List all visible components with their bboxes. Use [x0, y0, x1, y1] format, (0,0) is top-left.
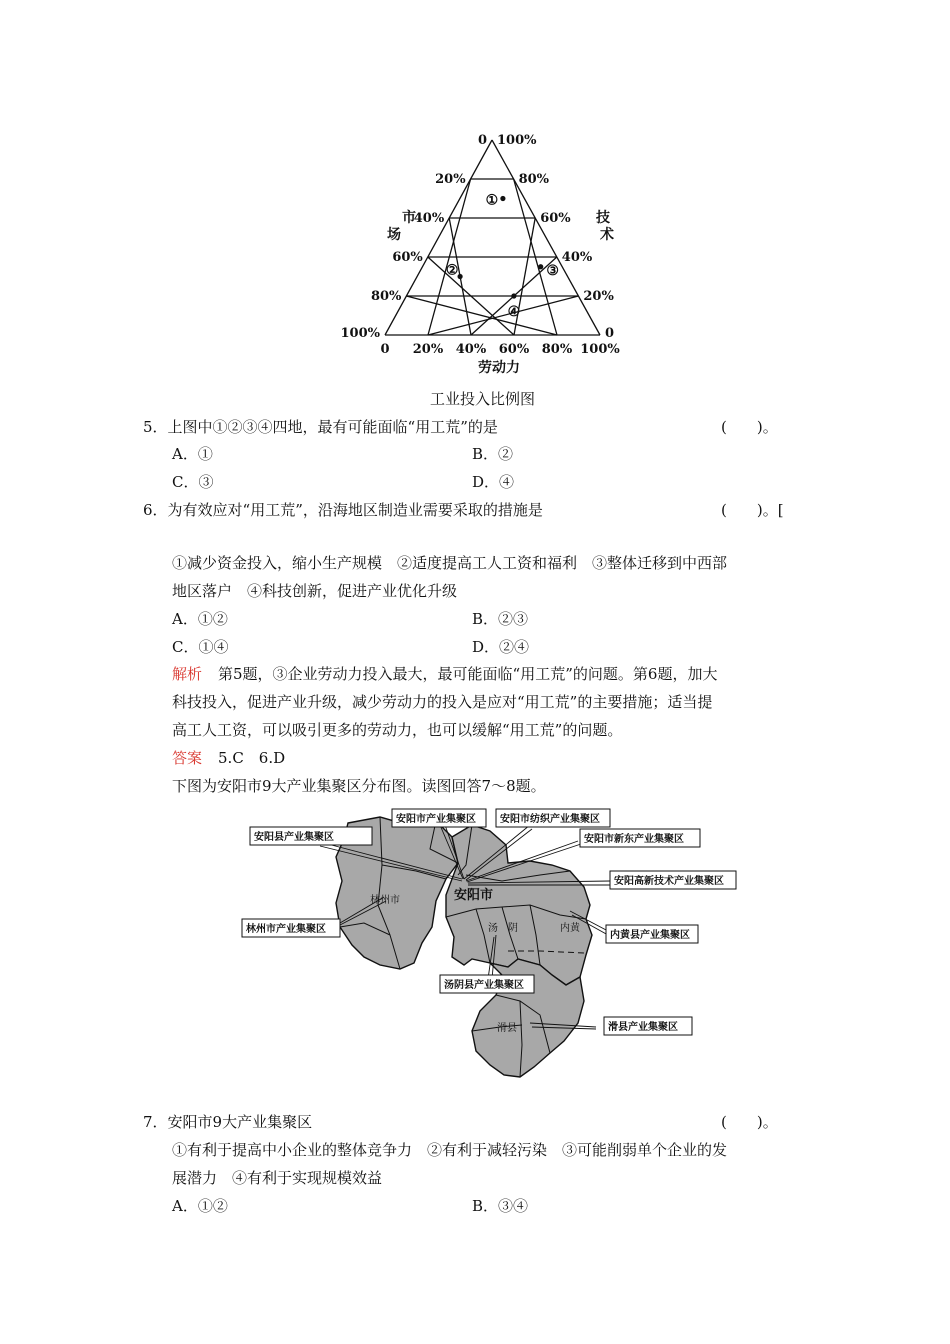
q7-option-a: A．①②	[172, 1197, 228, 1215]
point-3-dot	[538, 264, 543, 269]
analysis-text-1: 第5题，③企业劳动力投入最大，最可能面临“用工荒”的问题。第6题，加大	[218, 665, 718, 683]
q6-option-a: A．①②	[172, 610, 228, 628]
triangle-edge-left	[385, 140, 492, 335]
label-huaxian-zone: 滑县产业集聚区	[608, 1022, 678, 1033]
tick-label-tech: 60%	[540, 211, 571, 226]
q6-option-b: B．②③	[472, 610, 529, 628]
label-textile-zone: 安阳市纺织产业集聚区	[500, 814, 600, 825]
point-4-dot	[511, 293, 516, 298]
figure-caption: 工业投入比例图	[430, 390, 536, 408]
axis-label-labor: 劳动力	[478, 360, 520, 376]
analysis-line3: 高工人工资，可以吸引更多的劳动力，也可以缓解“用工荒”的问题。	[172, 721, 623, 739]
answer-label: 答案	[172, 749, 203, 767]
axis-label-market-1: 市	[402, 210, 416, 226]
label-neihuang-zone: 内黄县产业集聚区	[610, 930, 690, 941]
q5-option-a: A．①	[172, 445, 213, 463]
answer-text: 5.C 6.D	[218, 749, 286, 767]
tick-label-market: 100%	[340, 326, 380, 341]
intro-q7-8: 下图为安阳市9大产业集聚区分布图。读图回答7～8题。	[172, 777, 546, 795]
point-2-label: ②	[445, 262, 459, 279]
answer-line	[172, 747, 285, 768]
axis-label-tech-1: 技	[596, 210, 610, 226]
q6-paren: ( )。[	[721, 501, 784, 519]
point-3-label: ③	[546, 262, 559, 279]
tick-label-market: 40%	[413, 211, 445, 226]
q6-options-line1: ①减少资金投入，缩小生产规模 ②适度提高工人工资和福利 ③整体迁移到中西部	[172, 554, 728, 572]
place-tangyin: 汤 阴	[488, 923, 518, 934]
label-xindong-zone: 安阳市新东产业集聚区	[584, 834, 684, 845]
tick-label-market: 20%	[435, 172, 466, 187]
q5-option-b: B．②	[472, 445, 514, 463]
tick-label-labor: 20%	[412, 342, 444, 357]
analysis-label: 解析	[172, 665, 203, 683]
q7-stem: 7．安阳市9大产业集聚区	[143, 1113, 313, 1131]
place-huaxian: 滑县	[497, 1023, 517, 1034]
label-anyang-city-zone: 安阳市产业集聚区	[396, 814, 476, 825]
q7-options-line2: 展潜力 ④有利于实现规模效益	[172, 1169, 383, 1187]
q6-stem: 6．为有效应对“用工荒”，沿海地区制造业需要采取的措施是	[143, 501, 543, 519]
axis-label-tech-2: 术	[600, 227, 614, 243]
place-anyang-city: 安阳市	[454, 888, 494, 903]
label-anyang-county-zone: 安阳县产业集聚区	[254, 832, 334, 843]
tick-label-tech: 0	[605, 326, 615, 341]
q7-paren: ( )。	[721, 1113, 778, 1131]
tick-label-market: 0	[477, 133, 487, 148]
point-4-label: ④	[507, 304, 521, 320]
analysis-line2: 科技投入，促进产业升级，减少劳动力的投入是应对“用工荒”的主要措施；适当提	[172, 693, 713, 711]
tick-label-tech: 20%	[583, 289, 614, 304]
q6-options-line2: 地区落户 ④科技创新，促进产业优化升级	[172, 582, 458, 600]
tick-label-tech: 100%	[497, 133, 537, 148]
q5-option-c: C．③	[172, 473, 214, 491]
ternary-grid	[385, 140, 600, 335]
label-tangyin-zone: 汤阴县产业集聚区	[444, 980, 524, 991]
place-neihuang: 内黄	[560, 923, 580, 934]
q7-options-line1: ①有利于提高中小企业的整体竞争力 ②有利于减轻污染 ③可能削弱单个企业的发	[172, 1141, 728, 1159]
tick-label-labor: 80%	[541, 342, 573, 357]
ternary-tick-labels	[341, 133, 621, 357]
point-1-label: ①	[485, 192, 499, 209]
axis-label-market-2: 场	[387, 227, 401, 243]
tick-label-market: 60%	[392, 250, 423, 265]
tick-label-labor: 0	[380, 342, 390, 357]
tick-label-tech: 80%	[518, 172, 550, 187]
tick-label-labor: 40%	[455, 342, 487, 357]
q6-option-d: D．②④	[472, 638, 530, 656]
q5-paren: ( )。	[721, 418, 778, 436]
label-hightech-zone: 安阳高新技术产业集聚区	[614, 876, 724, 887]
analysis-line1	[172, 663, 717, 684]
q7-option-b: B．③④	[472, 1197, 529, 1215]
anyang-cluster-map	[240, 805, 740, 1105]
tick-label-market: 80%	[370, 289, 402, 304]
point-1-dot	[500, 196, 505, 201]
label-linzhou-zone: 林州市产业集聚区	[246, 924, 326, 935]
tick-label-tech: 40%	[561, 250, 593, 265]
q6-option-c: C．①④	[172, 638, 229, 656]
ternary-diagram	[330, 120, 660, 380]
q5-option-d: D．④	[472, 473, 515, 491]
tick-label-labor: 60%	[498, 342, 530, 357]
q5-stem: 5．上图中①②③④四地，最有可能面临“用工荒”的是	[143, 418, 498, 436]
place-linzhou: 林州市	[370, 895, 400, 906]
tick-label-labor: 100%	[580, 342, 620, 357]
